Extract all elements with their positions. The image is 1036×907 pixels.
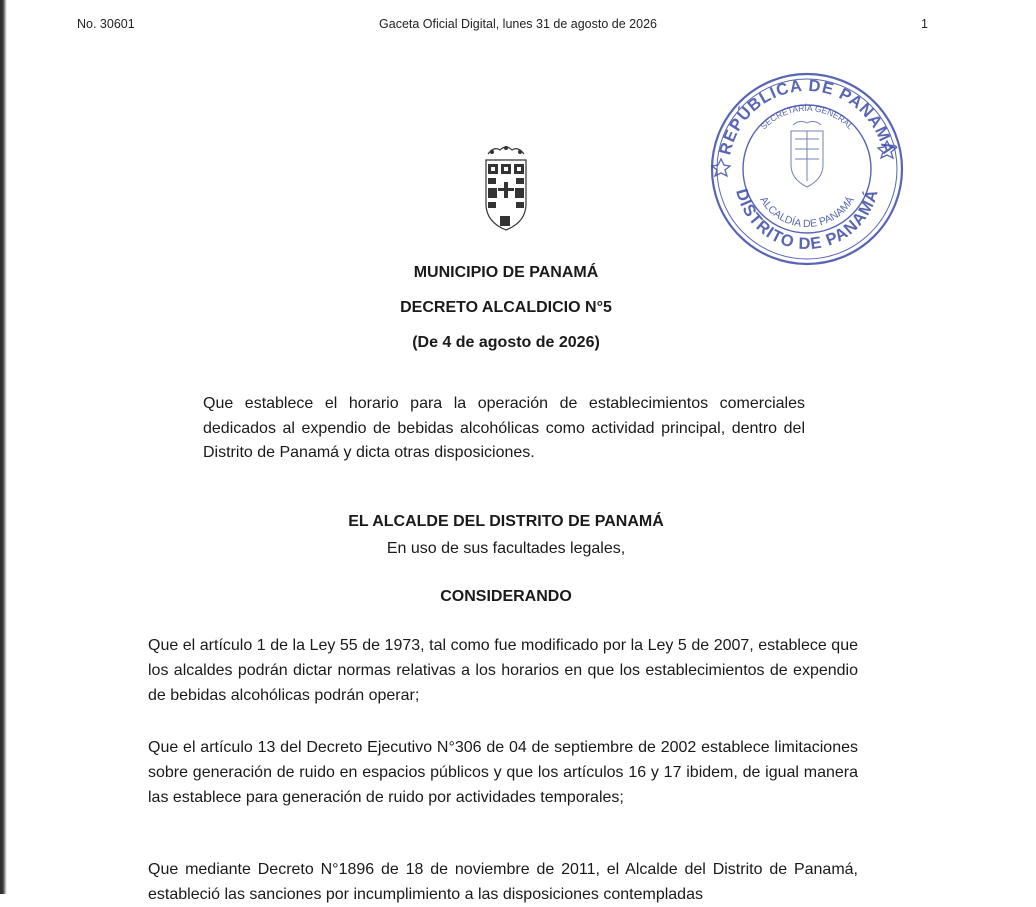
seal-bottom-text: DISTRITO DE PANAMÁ bbox=[732, 186, 882, 254]
gazette-number: No. 30601 bbox=[77, 17, 135, 31]
gazette-title: Gaceta Oficial Digital, lunes 31 de agosto de 2026 bbox=[379, 17, 657, 31]
seal-top-text: REPÚBLICA DE PANAMÁ bbox=[716, 76, 898, 157]
municipality-title: MUNICIPIO DE PANAMÁ bbox=[413, 264, 599, 281]
authority-heading: EL ALCALDE DEL DISTRITO DE PANAMÁ bbox=[348, 513, 664, 530]
seal-inner-top-text: SECRETARÍA GENERAL bbox=[758, 102, 856, 132]
considering-paragraph: Que mediante Decreto N°1896 de 18 de noviembre de 2011, el Alcalde del Distrito de Panamá, estableció las sanciones por incumplimiento a las disposiciones contempladas bbox=[148, 861, 858, 903]
decree-summary: Que establece el horario para la operación de establecimientos comerciales dedicados al expendio de bebidas alcohólicas como actividad principal, dentro del Distrito de Panamá y dicta otras disposiciones. bbox=[203, 395, 805, 461]
page-number: 1 bbox=[921, 17, 928, 31]
viewer-left-edge bbox=[0, 0, 7, 894]
coat-of-arms-icon bbox=[474, 142, 538, 236]
considering-heading: CONSIDERANDO bbox=[440, 588, 572, 605]
decree-title: DECRETO ALCALDICIO N°5 bbox=[400, 299, 612, 316]
seal-inner-bottom-text: ALCALDÍA DE PANAMÁ bbox=[757, 194, 857, 231]
official-seal bbox=[707, 69, 907, 269]
decree-date: (De 4 de agosto de 2026) bbox=[412, 334, 600, 351]
svg-text:SECRETARÍA GENERAL bbox=[758, 103, 855, 132]
considering-paragraph: Que el artículo 1 de la Ley 55 de 1973, tal como fue modificado por la Ley 5 de 2007, establece que los alcaldes podrán dictar normas relativas a los horarios en que los establecimientos de expendio de bebidas alcohólicas podrán operar; bbox=[148, 637, 858, 704]
authority-subheading: En uso de sus facultades legales, bbox=[386, 540, 626, 557]
considering-paragraph: Que el artículo 13 del Decreto Ejecutivo N°306 de 04 de septiembre de 2002 establece limitaciones sobre generación de ruido en espacios públicos y que los artículos 16 y 17 ibidem, de igual manera las establece para generación de ruido por actividades temporales; bbox=[148, 739, 858, 806]
